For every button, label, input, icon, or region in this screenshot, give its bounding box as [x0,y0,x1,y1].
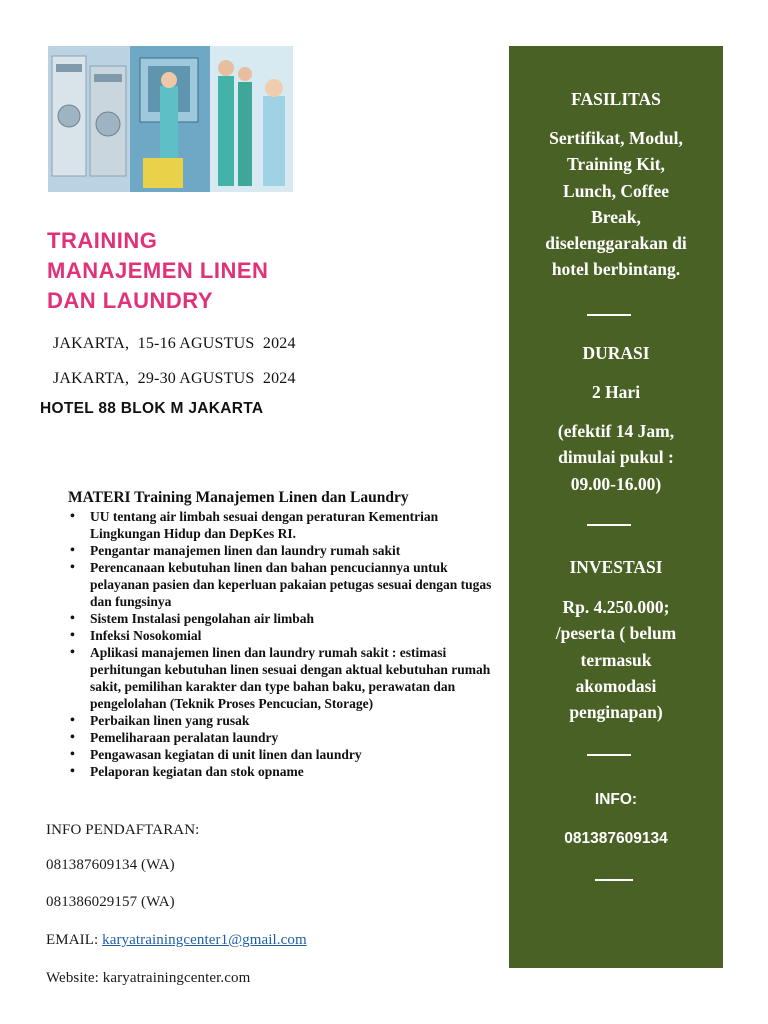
fasilitas-text [509,125,723,283]
email-link[interactable]: karyatrainingcenter1@gmail.com [102,932,307,948]
fasilitas-line: diselenggarakan di [545,233,687,254]
fasilitas-line: Training Kit, [567,154,665,175]
investasi-line: akomodasi [575,675,657,696]
materi-item: • Infeksi Nosokomial [90,627,508,644]
info-sidebar [509,46,723,968]
materi-item: • Aplikasi manajemen linen dan laundry rumah sakit : estimasi perhitungan kebutuhan linen sesuai dengan aktual kebutuhan rumah sakit, pemilihan karakter dan type bahan baku, perawatan dan pengelolahan (Teknik Proses Pencucian, Storage) [90,644,508,712]
email-row [46,932,307,949]
info-phone: 081387609134 [564,830,668,847]
investasi-line: penginapan) [569,702,663,723]
durasi-line: dimulai pukul : [558,447,674,468]
investasi-heading: INVESTASI [569,557,663,577]
title-line: TRAINING [47,228,158,253]
fasilitas-heading: FASILITAS [571,89,661,109]
materi-item: • Pengawasan kegiatan di unit linen dan laundry [90,746,508,763]
phone-2: 081386029157 (WA) [46,894,175,910]
materi-heading: MATERI Training Manajemen Linen dan Laundry [68,489,409,506]
fasilitas-line: Break, [591,206,641,227]
durasi-line: (efektif 14 Jam, [557,421,675,441]
materi-item: • Pemeliharaan peralatan laundry [90,729,508,746]
laundry-photo-collage [48,46,293,192]
materi-item: • Perbaikan linen yang rusak [90,712,508,729]
investasi-detail [509,594,723,725]
laundry-photo-illustration [48,46,293,192]
fasilitas-line: Sertifikat, Modul, [549,128,683,148]
phone-1: 081387609134 (WA) [46,857,175,873]
fasilitas-line: Lunch, Coffee [563,180,669,201]
durasi-value: 2 Hari [591,382,641,402]
fasilitas-line: hotel berbintang. [551,259,681,280]
durasi-heading: DURASI [582,343,650,363]
materi-list [68,508,508,780]
divider [587,524,631,526]
materi-section [68,488,508,780]
materi-item: • Pelaporan kegiatan dan stok opname [90,763,508,780]
divider [595,879,633,881]
materi-item: • Sistem Instalasi pengolahan air limbah [90,610,508,627]
training-title [47,226,467,316]
title-line: MANAJEMEN LINEN [47,258,269,283]
training-date-2: JAKARTA, 29-30 AGUSTUS 2024 [53,370,296,387]
training-date-1: JAKARTA, 15-16 AGUSTUS 2024 [53,335,296,352]
durasi-line: 09.00-16.00) [570,473,662,494]
divider [587,754,631,756]
title-line: DAN LAUNDRY [47,288,214,313]
venue: HOTEL 88 BLOK M JAKARTA [40,400,264,417]
materi-item: • Perencanaan kebutuhan linen dan bahan pencuciannya untuk pelayanan pasien dan keperluan pakaian petugas sesuai dengan tugas dan fungsinya [90,559,508,610]
divider [587,314,631,316]
info-pendaftaran-heading: INFO PENDAFTARAN: [46,822,200,838]
info-heading: INFO: [594,791,638,808]
website: Website: karyatrainingcenter.com [46,970,251,986]
investasi-line: /peserta ( belum [555,623,677,644]
materi-item: • UU tentang air limbah sesuai dengan peraturan Kementrian Lingkungan Hidup dan DepKes RI. [90,508,508,542]
materi-item: • Pengantar manajemen linen dan laundry rumah sakit [90,542,508,559]
durasi-detail [509,418,723,497]
investasi-line: Rp. 4.250.000; [562,597,670,617]
investasi-line: termasuk [580,649,652,670]
email-label: EMAIL: [46,932,103,948]
